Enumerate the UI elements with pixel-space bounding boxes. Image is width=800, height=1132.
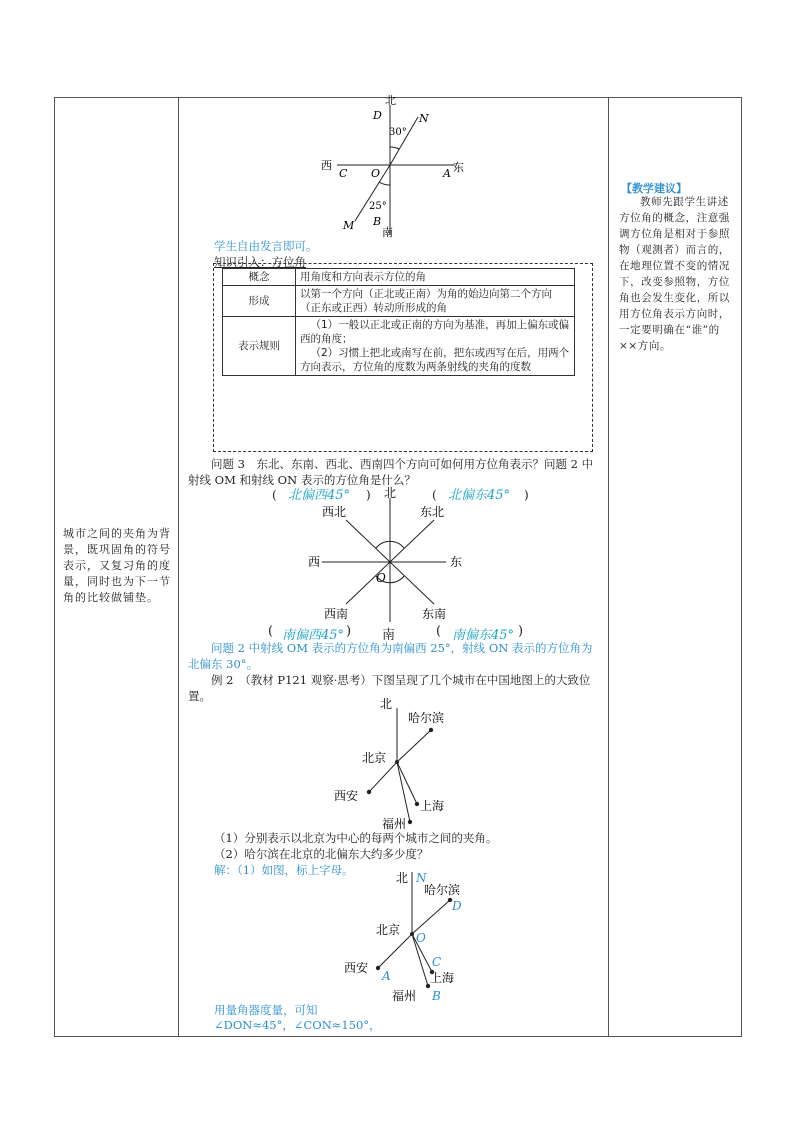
fig2-south: 南 [382,628,396,643]
question-3: 问题 3 东北、东南、西北、西南四个方向可如何用方位角表示？问题 2 中射线 OM 和射线 ON 表示的方位角是什么？ [188,457,594,487]
question-2-answer: 问题 2 中射线 OM 表示的方位角为南偏西 25°，射线 ON 表示的方位角为北偏东 30°。 [188,641,593,671]
fig1-label-n: N [419,112,429,125]
fig2-sw: 西南 [324,607,349,621]
figure-direction-angles [315,95,475,245]
fig3-north: 北 [380,697,393,711]
table-row [223,317,575,376]
fig3-shanghai: 上海 [420,799,445,813]
fig4-shanghai: 上海 [430,971,455,985]
answer-nw: 北偏西45° [288,488,351,503]
rule-2: （2）习惯上把北或南写在前，把东或西写在后，用两个方向表示，方位角的度数为两条射线的夹角的度数 [300,347,570,373]
fig2-north: 北 [384,486,397,500]
fig4-xian: 西安 [344,961,369,975]
fig4-label-o: O [416,931,426,945]
fig2-west: 西 [308,555,321,569]
fig1-angle-25: 25° [369,201,387,212]
solution-line: 解：（1）如图，标上字母。 [214,863,354,877]
fig4-label-b: B [432,989,441,1003]
paren-right-1: ) [366,488,371,502]
fig4-label-n: N [416,871,427,885]
fig1-angle-30: 30° [389,127,407,138]
fig1-west: 西 [321,159,332,172]
table-row [223,286,575,317]
row-body-formation: 以第一个方向（正北或正南）为角的始边向第二个方向（正东或正西）转动所形成的角 [296,286,575,317]
example-2-q1: （1）分别表示以北京为中心的每两个城市之间的夹角。 [214,831,498,845]
table-row [223,269,575,286]
row-body-concept: 用角度和方向表示方位的角 [296,269,575,286]
row-head-rules: 表示规则 [223,317,296,376]
tip-body: 教师先跟学生讲述方位角的概念，注意强调方位角是相对于参照物（观测者）而言的，在地理位置不变的情况下，改变参照物，方位角也会发生变化，所以用方位角表示方向时，一定要明确在“谁”的××方向。 [619,196,730,352]
left-column [55,98,179,1036]
direction-angle-table [222,268,575,376]
answer-sw: 南偏西45° [282,628,345,643]
fig4-harbin: 哈尔滨 [424,883,461,897]
fig2-o: O [376,571,386,585]
angles-line: ∠DON≈45°，∠CON≈150°， [214,1018,381,1032]
fig4-label-d: D [452,899,462,913]
figure-compass [268,482,548,640]
measure-line: 用量角器度量，可知 [214,1003,318,1017]
fig1-label-c: C [339,167,348,180]
fig1-east: 东 [453,161,464,174]
fig3-fuzhou: 福州 [382,817,407,831]
paren-left-2: ( [432,488,437,502]
free-speech-note: 学生自由发言即可。 [214,239,318,253]
row-head-formation: 形成 [223,286,296,317]
fig1-south: 南 [382,226,393,239]
example-2-q2: （2）哈尔滨在北京的北偏东大约多少度？ [214,847,429,861]
fig2-se: 东南 [422,607,447,621]
fig4-beijing: 北京 [376,923,401,937]
tip-heading: 【教学建议】 [621,182,687,195]
left-note: 城市之间的夹角为背景，既巩固角的符号表示，又复习角的度量，同时也为下一节角的比较做铺垫。 [63,527,171,604]
row-head-concept: 概念 [223,269,296,286]
fig4-fuzhou: 福州 [392,989,417,1003]
fig3-beijing: 北京 [362,751,387,765]
figure-cities-labeled [340,864,500,1006]
fig3-harbin: 哈尔滨 [408,711,445,725]
answer-ne: 北偏东45° [448,488,511,503]
paren-right-2: ) [524,488,529,502]
fig1-label-b: B [373,215,382,228]
fig1-label-d: D [373,109,382,122]
fig1-label-m: M [343,219,355,232]
figure-cities [320,696,480,832]
fig4-north: 北 [396,871,409,885]
fig4-label-c: C [432,955,442,969]
rule-1: （1）一般以正北或正南的方向为基准，再加上偏东或偏西的角度； [300,319,570,345]
fig2-ne: 东北 [420,505,445,519]
paren-left-1: ( [272,488,277,502]
answer-se: 南偏东45° [452,628,515,643]
fig4-label-a: A [382,969,391,983]
fig2-nw: 西北 [322,505,347,519]
example-2: 例 2 （教材 P121 观察·思考）下图呈现了几个城市在中国地图上的大致位置。 [188,673,591,703]
knowledge-intro: 知识引入：方位角 [214,255,306,269]
fig1-label-a: A [443,167,451,180]
fig1-label-o: O [371,167,381,180]
fig1-north: 北 [385,95,396,107]
fig3-xian: 西安 [334,789,359,803]
right-column [608,98,741,1036]
fig2-east: 东 [450,555,463,569]
